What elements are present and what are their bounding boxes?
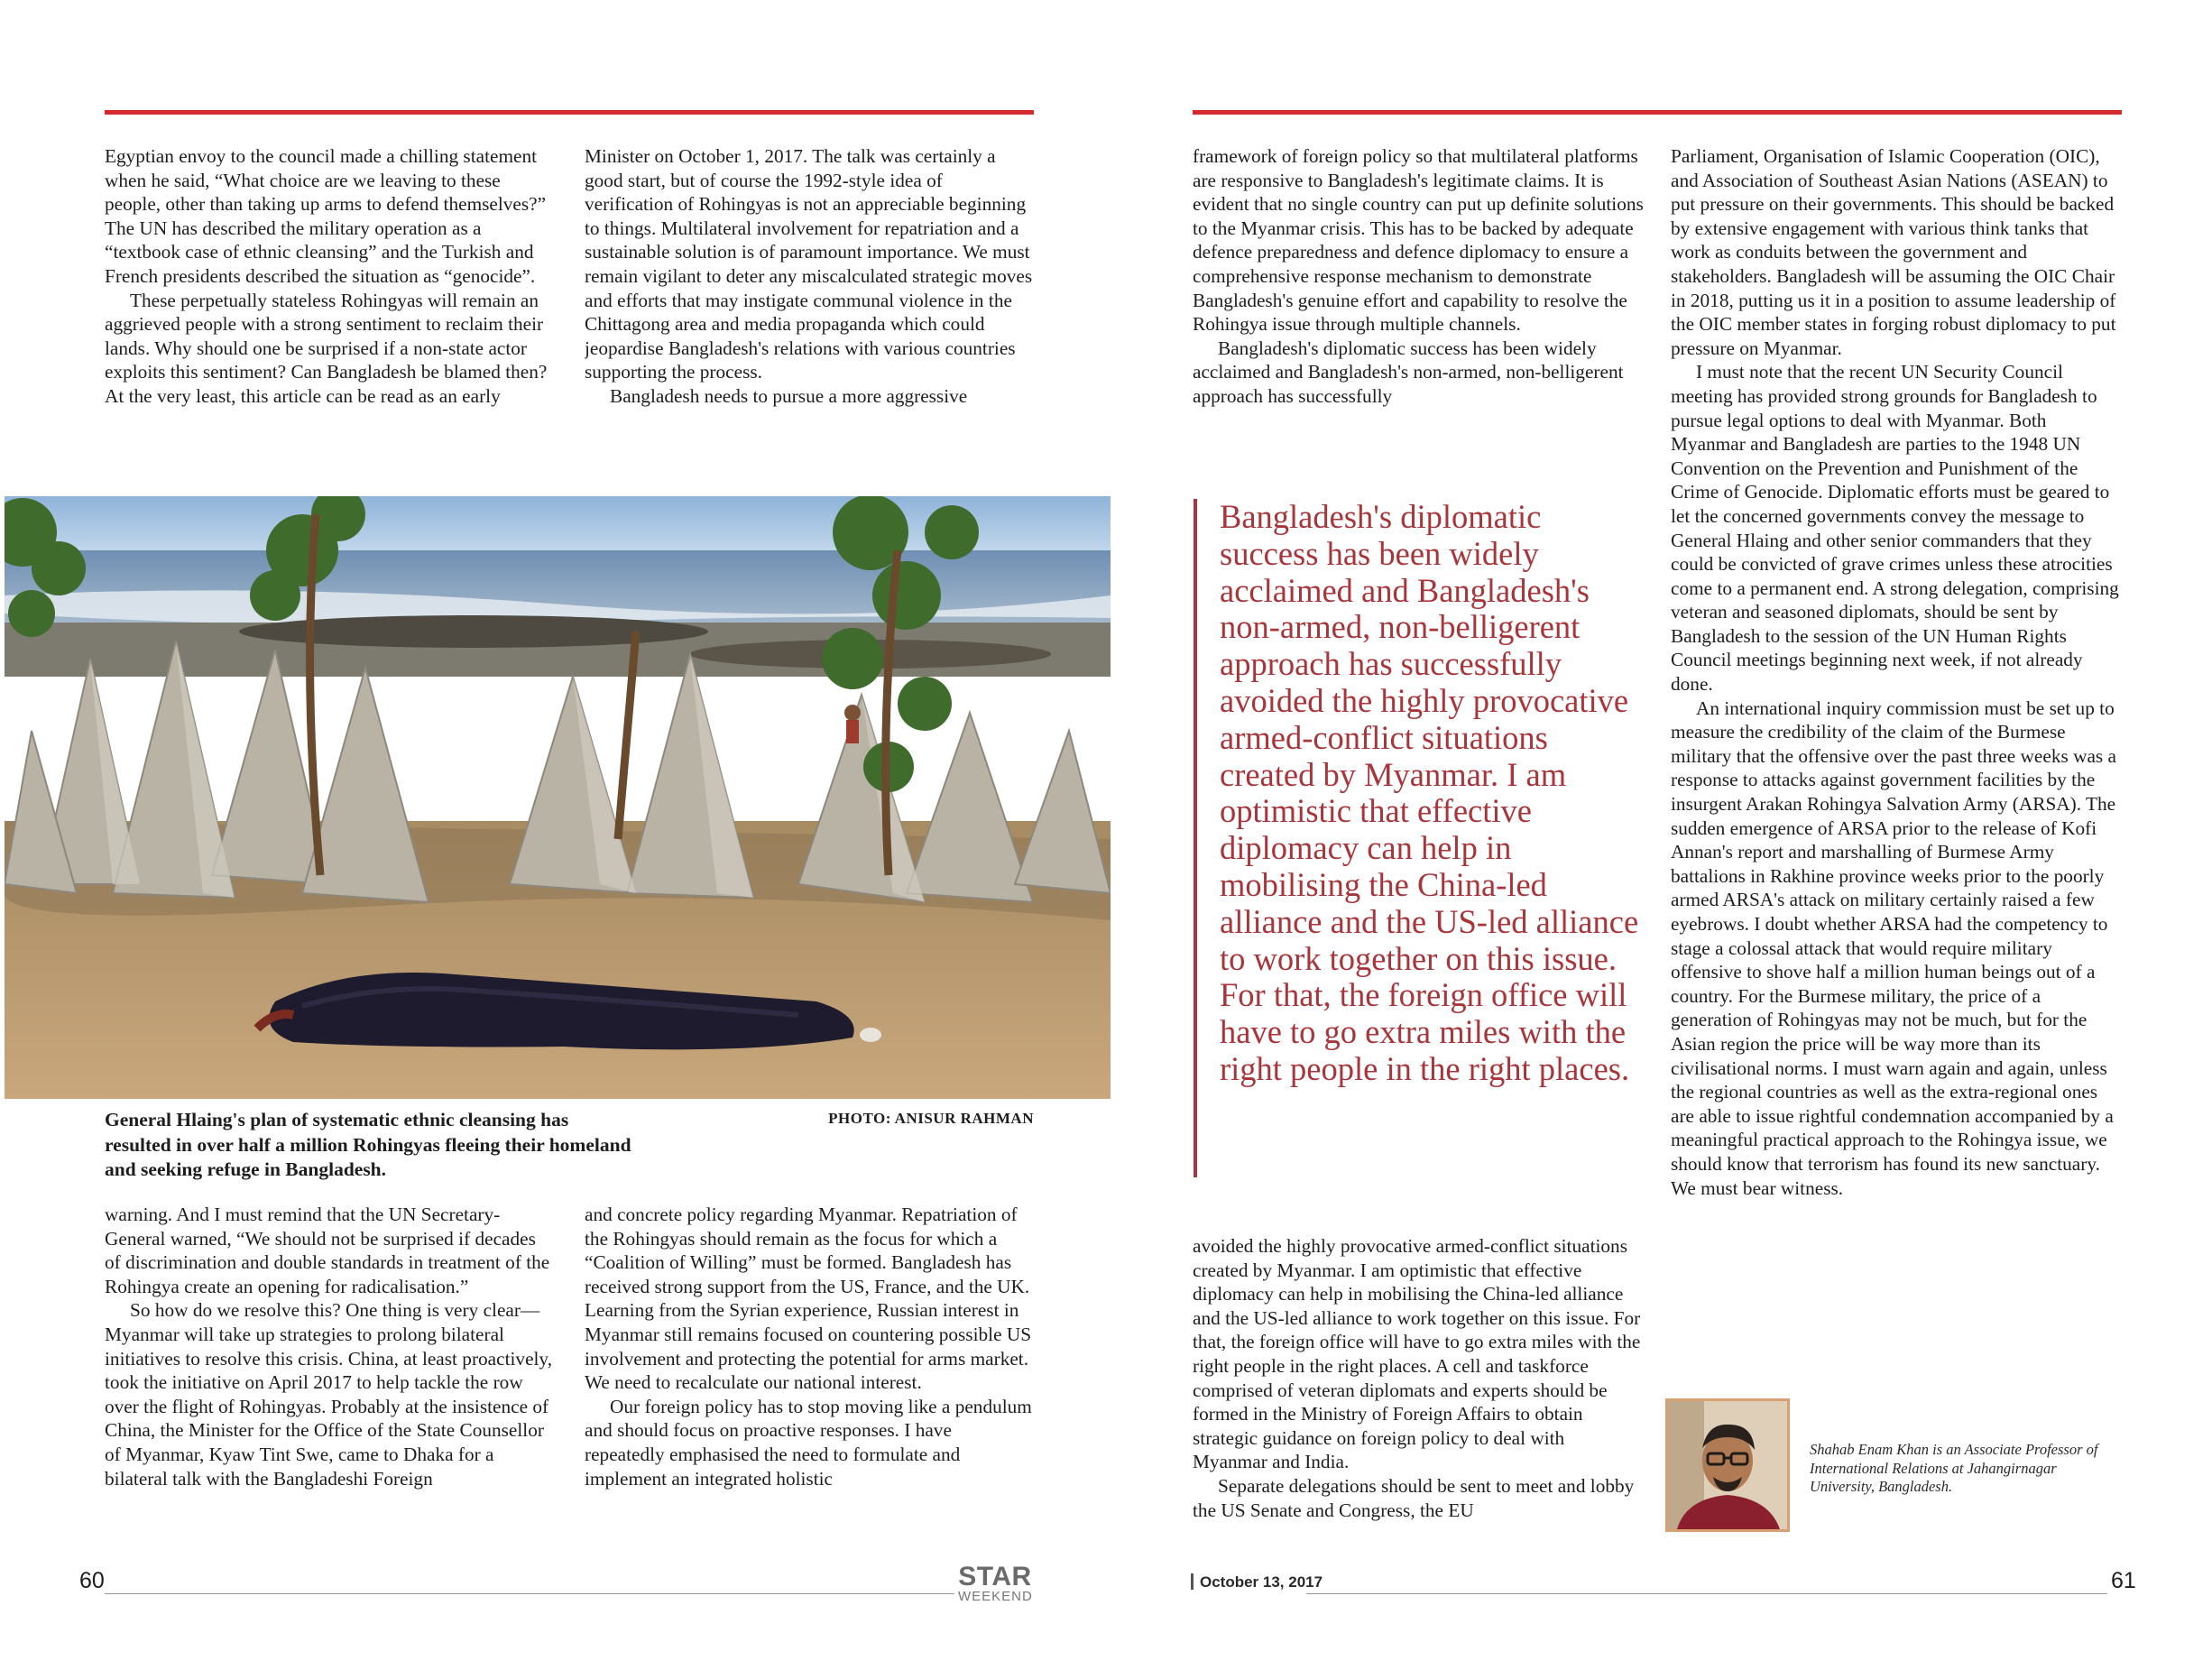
paragraph: Minister on October 1, 2017. The talk was certainly a good start, but of course the 1992-style idea of verification of Rohingyas is not an appreciable beginning to things. Multilateral involvement for repatriation and a sustainable solution is of paramount importance. We must remain vigilant to deter any miscalculated strategic moves and efforts that may instigate communal violence in the Chittagong area and media propaganda which could jeopardise Bangladesh's relations with various countries supporting the process.	[585, 145, 1033, 383]
column-1-bottom	[105, 1203, 556, 1556]
photo-caption: General Hlaing's plan of systematic ethnic cleansing has resulted in over half a million Rohingyas fleeing their homeland and seeking refuge in Bangladesh.	[105, 1109, 631, 1180]
paragraph: framework of foreign policy so that multilateral platforms are responsive to Bangladesh's legitimate claims. It is evident that no single country can put up definite solutions to the Myanmar crisis. This has to be backed by adequate defence preparedness and defence diplomacy to ensure a comprehensive response mechanism to demonstrate Bangladesh's genuine effort and capability to resolve the Rohingya issue through multiple channels.	[1193, 145, 1644, 336]
logo-weekend-text: WEEKEND	[958, 1589, 1033, 1604]
issue-date: October 13, 2017	[1200, 1573, 1323, 1591]
paragraph: avoided the highly provocative armed-conflict situations created by Myanmar. I am optimistic that effective diplomacy can help in mobilising the China-led alliance and the US-led alliance to work together on this issue. For that, the foreign office will have to go extra miles with the right people in the right places. A cell and taskforce comprised of veteran diplomats and experts should be formed in the Ministry of Foreign Affairs to obtain strategic guidance on foreign policy to deal with Myanmar and India.	[1193, 1235, 1641, 1473]
pull-quote: Bangladesh's diplomatic success has been widely acclaimed and Bangladesh's non-armed, non-belligerent approach has successfully avoided the highly provocative armed-conflict situations created by Myanmar. I am optimistic that effective diplomacy can help in mobilising the China-led alliance and the US-led alliance to work together on this issue. For that, the foreign office will have to go extra miles with the right people in the right places.	[1220, 498, 1639, 1087]
paragraph: These perpetually stateless Rohingyas will remain an aggrieved people with a strong sentiment to reclaim their lands. Why should one be surprised if a non-state actor exploits this sentiment? Can Bangladesh be blamed then? At the very least, this article can be read as an early	[105, 289, 548, 407]
paragraph: Egyptian envoy to the council made a chilling statement when he said, “What choice are we leaving to these people, other than taking up arms to defend themselves?” The UN has described the military operation as a “textbook case of ethnic cleansing” and the Turkish and French presidents described the situation as “genocide”.	[105, 145, 547, 287]
author-bio: Shahab Enam Khan is an Associate Professor of International Relations at Jahangirnagar University, Bangladesh.	[1810, 1441, 2098, 1495]
logo-star-text: STAR	[958, 1562, 1032, 1591]
paragraph: I must note that the recent UN Security Council meeting has provided strong grounds for Bangladesh to pursue legal options to deal with Myanmar. Both Myanmar and Bangladesh are parties to the 1948 UN Convention on the Prevention and Punishment of the Crime of Genocide. Diplomatic efforts must be geared to let the concerned governments convey the message to General Hlaing and other senior commanders that they could be convicted of grave crimes unless these atrocities come to a permanent end. A strong delegation, comprising veteran and seasoned diplomats, should be sent by Bangladesh to the session of the UN Human Rights Council meetings beginning next week, if not already done.	[1671, 361, 2119, 696]
column-1-top	[105, 144, 556, 458]
paragraph: Parliament, Organisation of Islamic Cooperation (OIC), and Association of Southeast Asian Nations (ASEAN) to put pressure on their governments. This should be backed by extensive engagement with various think tanks that work as conduits between the government and stakeholders. Bangladesh will be assuming the OIC Chair in 2018, putting us it in a position to assume leadership of the OIC member states in forging robust diplomacy to put pressure on Myanmar.	[1671, 145, 2116, 359]
footer-rule-right	[1306, 1593, 2107, 1594]
footer-rule-left	[105, 1593, 954, 1594]
column-2-bottom	[585, 1203, 1036, 1556]
paragraph: Bangladesh's diplomatic success has been widely acclaimed and Bangladesh's non-armed, non-belligerent approach has successfully	[1193, 337, 1624, 407]
column-4	[1671, 144, 2125, 1368]
header-rule-right	[1193, 110, 2122, 115]
photo-credit: PHOTO: ANISUR RAHMAN	[828, 1110, 1034, 1127]
star-weekend-logo	[958, 1564, 1032, 1603]
paragraph: Separate delegations should be sent to meet and lobby the US Senate and Congress, the EU	[1193, 1474, 1635, 1521]
column-3-bottom	[1193, 1234, 1644, 1559]
column-2-top	[585, 144, 1036, 458]
page-number-left: 60	[79, 1568, 105, 1593]
paragraph: Bangladesh needs to pursue a more aggressive	[610, 384, 968, 407]
author-photo	[1665, 1398, 1790, 1532]
paragraph: So how do we resolve this? One thing is very clear—Myanmar will take up strategies to prolong bilateral initiatives to resolve this crisis. China, at least proactively, took the initiative on April 2017 to help tackle the row over the flight of Rohingyas. Probably at the insistence of China, the Minister for the Office of the State Counsellor of Myanmar, Kyaw Tint Swe, came to Dhaka for a bilateral talk with the Bangladeshi Foreign	[105, 1299, 553, 1490]
paragraph: An international inquiry commission must be set up to measure the credibility of the claim of the Burmese military that the offensive over the past three weeks was a response to attacks against government facilities by the insurgent Arakan Rohingya Salvation Army (ARSA). The sudden emergence of ARSA prior to the release of Kofi Annan's report and marshalling of Burmese Army battalions in Rakhine province weeks prior to the poorly armed ARSA's attack on military certainly raised a few eyebrows. I doubt whether ARSA had the competency to stage a colossal attack that would require military offensive to shove half a million human beings out of a country. For the Burmese military, the price of a generation of Rohingyas may not be much, but for the Asian region the price will be way more than its civilisational norms. I must warn again and again, unless the regional countries as well as the extra-regional ones are able to issue rightful condemnation accompanied by a meaningful practical approach to the Rohingya issue, we should know that terrorism has found its new sanctuary. We must bear witness.	[1671, 697, 2116, 1199]
header-rule-left	[105, 110, 1034, 115]
paragraph: and concrete policy regarding Myanmar. Repatriation of the Rohingyas should remain as the focus for which a “Coalition of Willing” must be formed. Bangladesh has received strong support from the US, France, and the UK. Learning from the Syrian experience, Russian interest in Myanmar still remains focused on countering possible US involvement and protecting the potential for arms market. We need to recalculate our national interest.	[585, 1204, 1032, 1394]
paragraph: warning. And I must remind that the UN Secretary-General warned, “We should not be surprised if decades of discrimination and double standards in treatment of the Rohingya create an opening for radicalisation.”	[105, 1204, 550, 1297]
column-3-top	[1193, 144, 1644, 458]
pull-quote-bar	[1194, 499, 1197, 1177]
page-number-right: 61	[2111, 1568, 2136, 1593]
date-marker	[1191, 1573, 1194, 1590]
beach-photo	[5, 496, 1111, 1099]
paragraph: Our foreign policy has to stop moving like a pendulum and should focus on proactive responses. I have repeatedly emphasised the need to formulate and implement an integrated holistic	[585, 1395, 1032, 1490]
